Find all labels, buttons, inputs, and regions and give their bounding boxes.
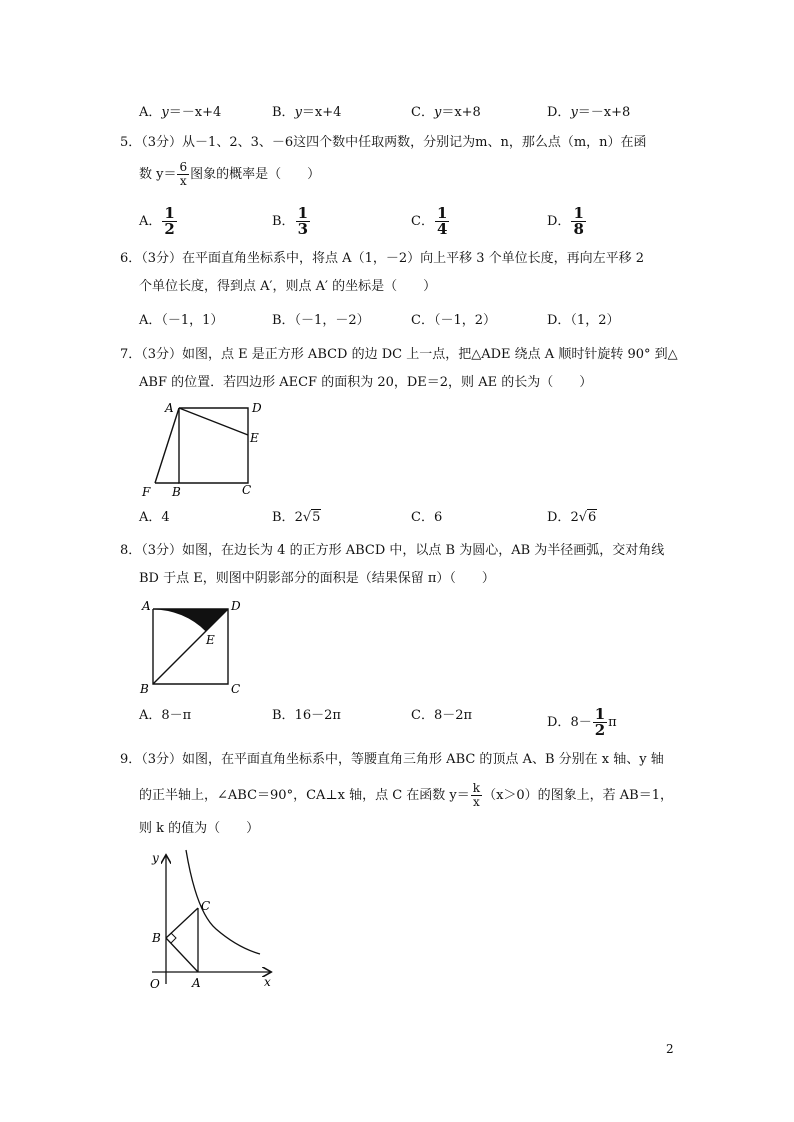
q6-line1: 6．（3分）在平面直角坐标系中，将点 A（1，－2）向上平移 3 个单位长度，再向左平移 2 (120, 251, 645, 266)
q7-square (179, 408, 248, 483)
q8-label-c: C (231, 682, 241, 696)
q9-label-o: O (150, 977, 160, 991)
q9-label-a: A (192, 976, 201, 990)
q4-option-c: C．y＝x+8 (411, 105, 481, 120)
q7-option-d: D．2√6 (547, 510, 597, 525)
q7-option-c: C．6 (411, 510, 443, 525)
q9-line2: 的正半轴上，∠ABC＝90°，CA⊥x 轴，点 C 在函数 y＝ $\frac{k}{x}$ （x＞0）的图象上，若 AB＝1， (139, 781, 674, 809)
q8-line1: 8．（3分）如图，在边长为 4 的正方形 ABCD 中，以点 B 为圆心，AB 为半径画弧，交对角线 (120, 543, 665, 558)
q7-label-f: F (142, 485, 151, 499)
q4-option-b: B．y＝x+4 (272, 105, 342, 120)
page-number: 2 (666, 1042, 674, 1056)
q5-option-d: D． $\frac{1}{8}$ (547, 204, 584, 238)
q6-line2: 个单位长度，得到点 A′，则点 A′ 的坐标是（ ） (139, 279, 437, 294)
q7-option-a: A．4 (139, 510, 170, 525)
q9-label-b: B (152, 931, 161, 945)
q9-label-y: y (152, 851, 159, 865)
q8-option-b: B．16－2π (272, 708, 341, 723)
q7-label-b: B (172, 485, 181, 499)
q7-figure (136, 398, 266, 500)
q6-option-a: A．（－1，1） (139, 313, 224, 328)
q5-line1: 5．（3分）从－1、2、3、－6这四个数中任取两数，分别记为m、n，那么点（m，n）在函 (120, 135, 647, 150)
q9-label-c: C (201, 899, 211, 913)
q8-label-b: B (140, 682, 149, 696)
q4-option-a: A．y＝－x+4 (139, 105, 222, 120)
q9-line3: 则 k 的值为（ ） (139, 821, 260, 836)
q6-option-b: B．（－1，－2） (272, 313, 370, 328)
q5-option-a: A． $\frac{1}{2}$ (139, 204, 175, 238)
q7-line1: 7．（3分）如图，点 E 是正方形 ABCD 的边 DC 上一点，把△ADE 绕点 A 顺时针旋转 90° 到△ (120, 347, 678, 362)
q9-label-x: x (264, 975, 271, 989)
q8-line2: BD 于点 E，则图中阴影部分的面积是（结果保留 π）（ ） (139, 571, 495, 586)
q5-line2: 数 y＝ $\frac{6}{x}$ 图象的概率是（ ） (139, 160, 321, 188)
q5-option-c: C． $\frac{1}{4}$ (411, 204, 448, 238)
q7-line2: ABF 的位置．若四边形 AECF 的面积为 20，DE＝2，则 AE 的长为（ ） (139, 375, 593, 390)
q8-diagonal-bd (153, 609, 228, 684)
q8-label-e: E (206, 633, 215, 647)
q9-line1: 9．（3分）如图，在平面直角坐标系中，等腰直角三角形 ABC 的顶点 A、B 分别在 x 轴、y 轴 (120, 752, 664, 767)
q7-segment-ae (179, 408, 248, 435)
q9-right-angle-mark (171, 933, 176, 943)
q8-figure (136, 596, 256, 698)
q7-label-a: A (165, 401, 174, 415)
q9-hyperbola (186, 850, 260, 954)
q4-option-d: D．y＝－x+8 (547, 105, 631, 120)
q7-label-d: D (252, 401, 262, 415)
q7-option-b: B．2√5 (272, 510, 321, 525)
q8-option-d: D．8－ $\frac{1}{2}$ π (547, 705, 617, 739)
q7-label-e: E (250, 431, 259, 445)
q5-option-b: B． $\frac{1}{3}$ (272, 204, 308, 238)
q8-label-d: D (231, 599, 241, 613)
q7-segment-af (155, 408, 179, 483)
q6-option-c: C．（－1，2） (411, 313, 496, 328)
q7-label-c: C (242, 483, 252, 497)
q9-segment-ba (166, 938, 198, 972)
q8-label-a: A (142, 599, 151, 613)
q8-option-c: C．8－2π (411, 708, 473, 723)
q6-option-d: D．（1，2） (547, 313, 620, 328)
q9-figure (136, 846, 286, 992)
q8-option-a: A．8－π (139, 708, 192, 723)
